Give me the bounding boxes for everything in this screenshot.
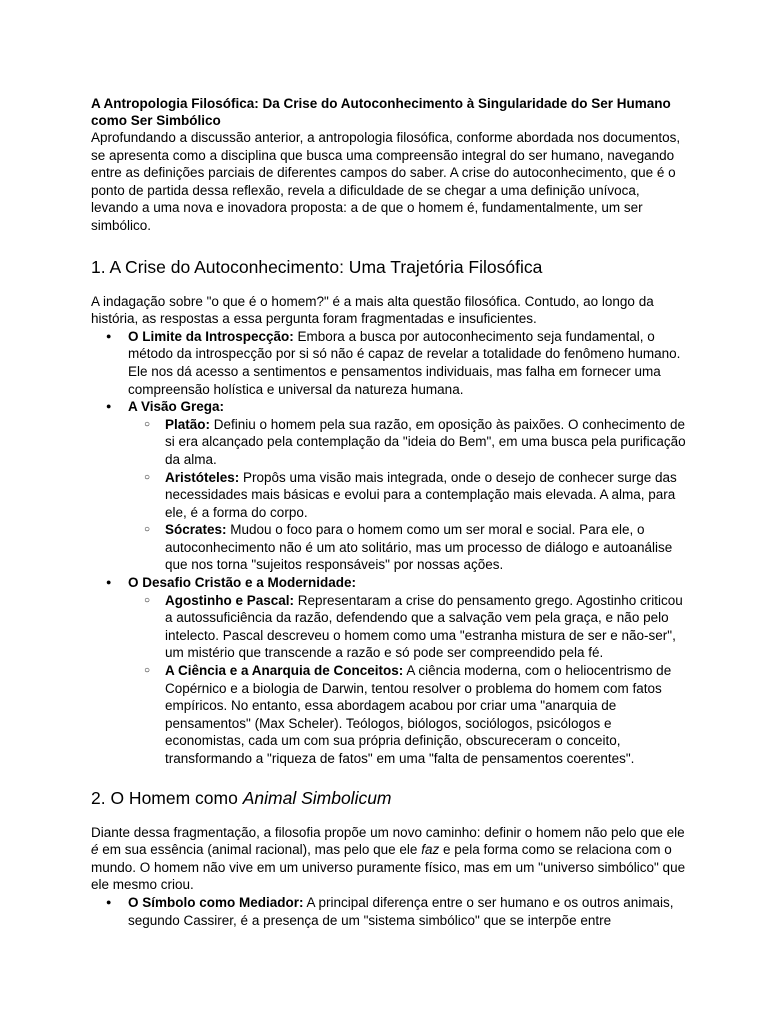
intro-paragraph: Aprofundando a discussão anterior, a antropologia filosófica, conforme abordada nos documentos, se apresenta como a disciplina que busca uma compreensão integral do ser humano, navegando entre as definições parciais de diferentes campos do saber. A crise do autoconhecimento, que é o ponto de partida dessa reflexão, revela a dificuldade de se chegar a uma definição unívoca, levando a uma nova e inovadora proposta: a de que o homem é, fundamentalmente, um ser simbólico. [91,130,681,233]
section-1-list [91,328,686,768]
section-1-heading: 1. A Crise do Autoconhecimento: Uma Trajetória Filosófica [91,256,543,277]
section-2-intro [91,824,686,894]
section-2-intro-emphasis: faz [421,842,440,858]
section-2-intro-part: Diante dessa fragmentação, a filosofia propõe um novo caminho: definir o homem não pelo que ele [91,824,685,840]
sublist-item-label: Platão: [165,416,211,432]
sublist-item [128,521,686,574]
sublist-item [128,469,686,522]
sublist-item-text: Definiu o homem pela sua razão, em oposição às paixões. O conhecimento de si era alcançado pela contemplação da "ideia do Bem", em uma busca pela purificação da alma. [165,416,686,467]
section-2-heading-italic: Animal Simbolicum [242,787,392,808]
section-1-intro: A indagação sobre "o que é o homem?" é a mais alta questão filosófica. Contudo, ao longo da história, as respostas a essa pergunta foram fragmentadas e insuficientes. [91,293,654,327]
document-content [91,95,686,929]
list-item-label: A Visão Grega: [128,399,225,415]
sublist-item-text: Mudou o foco para o homem como um ser moral e social. Para ele, o autoconhecimento não é um ato solitário, mas um processo de diálogo e autoanálise que nos torna "sujeitos responsáveis" por nossas ações. [165,522,673,573]
list-item-label: O Desafio Cristão e a Modernidade: [128,575,357,591]
section-2-intro-part: e pela forma como se relaciona com o mundo. O homem não vive em um universo puramente físico, mas em um "universo simbólico" que ele mesmo criou. [91,842,686,893]
sublist-item-text: Representaram a crise do pensamento grego. Agostinho criticou a autossuficiência da razão, defendendo que a salvação vem pela graça, e não pelo intelecto. Pascal descreveu o homem como uma "estranha mistura de ser e não-ser", um mistério que transcende a razão e só pode ser compreendido pela fé. [165,592,683,661]
sublist-greek [128,416,686,574]
list-item [91,574,686,768]
document-title: A Antropologia Filosófica: Da Crise do Autoconhecimento à Singularidade do Ser Humano como Ser Simbólico [91,96,671,128]
list-item-text: Embora a busca por autoconhecimento seja fundamental, o método da introspecção por si só não é capaz de revelar a totalidade do fenômeno humano. Ele nos dá acesso a sentimentos e pensamentos individuais, mas falha em fornecer uma compreensão holística e universal da natureza humana. [128,328,681,397]
sublist-item-text: Propôs uma visão mais integrada, onde o desejo de conhecer surge das necessidades mais básicas e evolui para a contemplação mais elevada. A alma, para ele, é a forma do corpo. [165,469,677,520]
sublist-item-label: Sócrates: [165,522,227,538]
list-item-text: A principal diferença entre o ser humano e os outros animais, segundo Cassirer, é a presença de um "sistema simbólico" que se interpõe entre [128,894,674,928]
list-item-label: O Limite da Introspecção: [128,328,294,344]
sublist-item-label: A Ciência e a Anarquia de Conceitos: [165,663,404,679]
list-item [91,328,686,398]
list-item-label: O Símbolo como Mediador: [128,894,304,910]
sublist-item [128,416,686,469]
section-2-list [91,894,686,929]
sublist-item-label: Aristóteles: [165,469,240,485]
sublist-modernity [128,592,686,768]
section-2-heading [91,787,686,809]
section-2-heading-prefix: 2. O Homem como [91,787,243,808]
section-2-intro-part: em sua essência (animal racional), mas pelo que ele [98,842,422,858]
sublist-item [128,592,686,662]
sublist-item-label: Agostinho e Pascal: [165,592,295,608]
sublist-item [128,662,686,768]
list-item [91,894,686,929]
list-item [91,398,686,574]
sublist-item-text: A ciência moderna, com o heliocentrismo de Copérnico e a biologia de Darwin, tentou resolver o problema do homem com fatos empíricos. No entanto, essa abordagem acabou por criar uma "anarquia de pensamentos" (Max Scheler). Teólogos, biólogos, sociólogos, psicólogos e economistas, cada um com sua própria definição, obscureceram o conceito, transformando a "riqueza de fatos" em uma "falta de pensamentos coerentes". [165,663,672,766]
section-2-intro-emphasis: é [91,842,99,858]
